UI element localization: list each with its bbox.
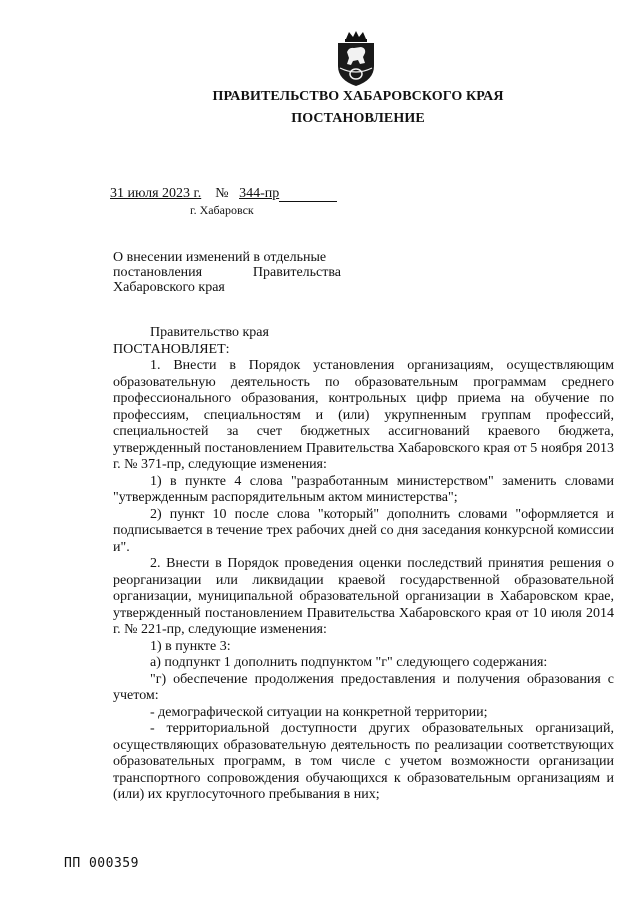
number-underline xyxy=(279,187,337,202)
number-label: № xyxy=(215,186,229,201)
subject-line: постановления Правительства xyxy=(113,265,341,280)
subject-line: Хабаровского края xyxy=(113,280,225,295)
paragraph-2-subitem-g: "г) обеспечение продолжения предоставления и получения образования с учетом: xyxy=(113,671,614,703)
document-place: г. Хабаровск xyxy=(190,203,254,217)
preamble-government: Правительство края xyxy=(150,325,269,340)
preamble-resolves: ПОСТАНОВЛЯЕТ: xyxy=(113,341,230,357)
organization-title: ПРАВИТЕЛЬСТВО ХАБАРОВСКОГО КРАЯ xyxy=(212,89,504,104)
dash-item: - территориальной доступности других образовательных организаций, осуществляющих образовательную деятельность по реализации соответствующих образовательных программ, в том числе с учетом возможности организации транспортного сопровождения обучающихся к образовательным организациям и (или) их круглосуточного пребывания в них; xyxy=(113,721,614,802)
date-number-line xyxy=(110,186,337,202)
document-date: 31 июля 2023 г. xyxy=(110,186,202,201)
paragraph-1-item-2: 2) пункт 10 после слова "который" дополнить словами "оформляется и подписывается в течение трех рабочих дней со дня заседания конкурсной комиссии и". xyxy=(113,506,614,555)
paragraph-1-item-1: 1) в пункте 4 слова "разработанным министерством" заменить словами "утвержденным распорядительным актом министерства"; xyxy=(113,473,614,505)
document-number: 344-пр xyxy=(239,186,280,201)
document-body xyxy=(113,325,614,804)
paragraph-2-subitem-a: а) подпункт 1 дополнить подпунктом "г" следующего содержания: xyxy=(150,655,548,670)
document-subject xyxy=(113,250,341,295)
paragraph-2: 2. Внести в Порядок проведения оценки последствий принятия решения о реорганизации или ликвидации краевой государственной образовательной организации, муниципальной образовательной организации в Хабаровском крае, утвержденный постановлением Правительства Хабаровского края от 10 июля 2014 г. № 221-пр, следующие изменения: xyxy=(113,556,614,637)
dash-item: - демографической ситуации на конкретной территории; xyxy=(150,704,488,720)
subject-line: О внесении изменений в отдельные xyxy=(113,250,327,265)
form-serial-code: ПП 000359 xyxy=(64,856,139,871)
coat-of-arms-icon xyxy=(334,30,378,88)
paragraph-1: 1. Внести в Порядок установления организациям, осуществляющим образовательную деятельность по образовательным программам среднего профессионального образования, контрольных цифр приема на обучение по профессиям, специальностям и (или) укрупненным группам профессий, специальностей за счет бюджетных ассигнований краевого бюджета, утвержденный постановлением Правительства Хабаровского края от 5 ноября 2013 г. № 371-пр, следующие изменения: xyxy=(113,358,614,472)
paragraph-2-item-1: 1) в пункте 3: xyxy=(150,638,231,654)
document-type-title: ПОСТАНОВЛЕНИЕ xyxy=(291,111,425,126)
